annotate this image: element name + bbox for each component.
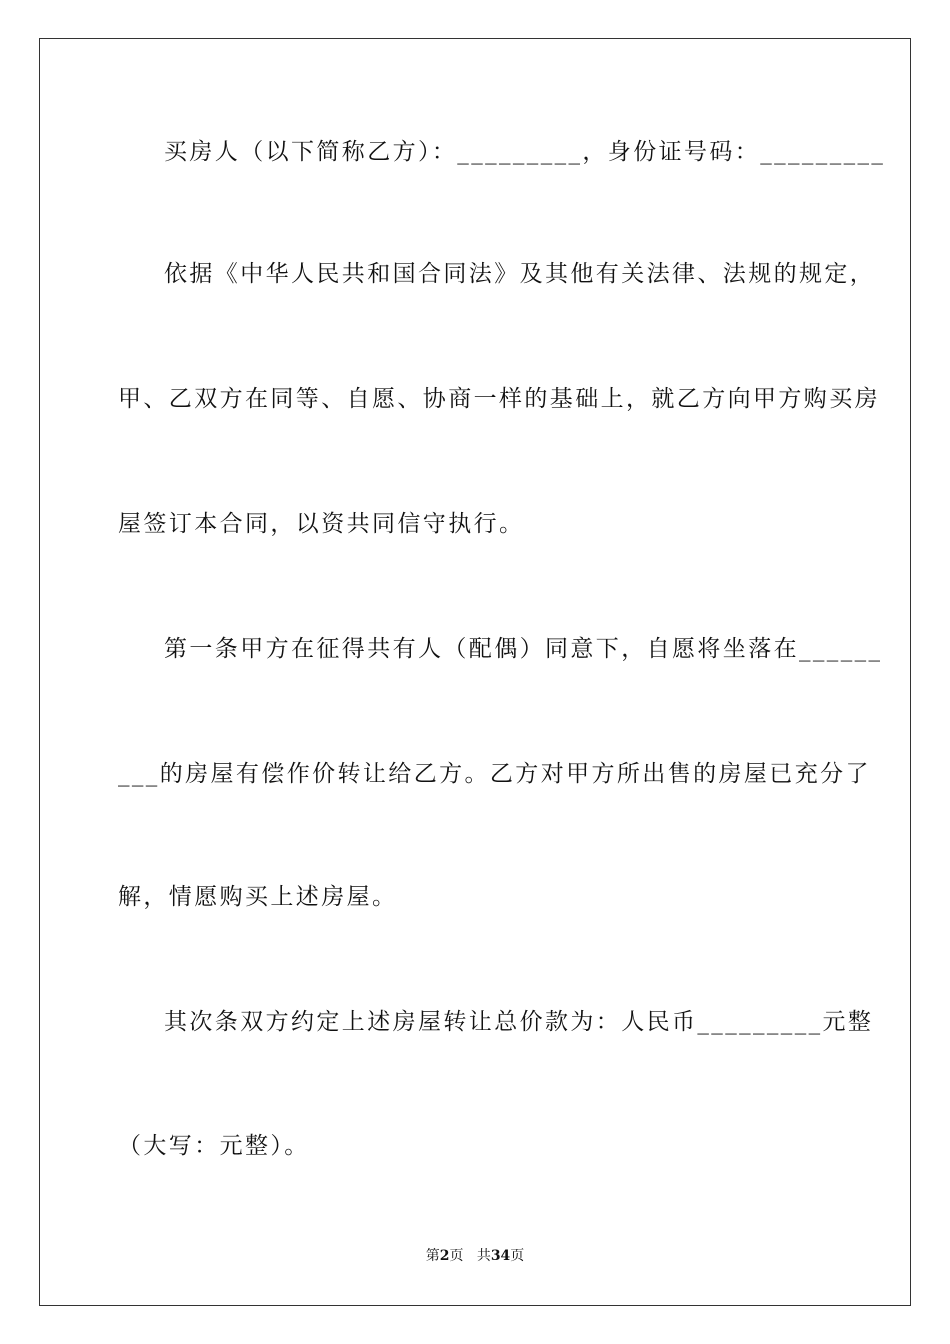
article-one-line-3: 解，情愿购买上述房屋。 <box>118 884 398 910</box>
page-frame <box>39 38 911 1306</box>
paragraph-buyer-line: 买房人（以下简称乙方）：_________，身份证号码：_________ <box>164 139 886 165</box>
article-one-line-1: 第一条甲方在征得共有人（配偶）同意下，自愿将坐落在______ <box>164 636 883 662</box>
paragraph-basis-line-3: 屋签订本合同，以资共同信守执行。 <box>118 511 525 537</box>
article-two-line-2: （大写：元整）。 <box>118 1133 310 1159</box>
footer-page-prefix: 第 <box>425 1248 440 1264</box>
footer-page-suffix: 页 <box>449 1248 464 1264</box>
footer-page-number: 2 <box>439 1248 450 1264</box>
paragraph-basis-line-2: 甲、乙双方在同等、自愿、协商一样的基础上，就乙方向甲方购买房 <box>118 386 880 412</box>
footer-total-prefix: 共 <box>476 1248 491 1264</box>
footer-total-pages: 34 <box>490 1248 511 1264</box>
article-two-line-1: 其次条双方约定上述房屋转让总价款为：人民币_________元整 <box>164 1009 874 1035</box>
page-footer <box>0 1246 950 1266</box>
article-one-line-2: ___的房屋有偿作价转让给乙方。乙方对甲方所出售的房屋已充分了 <box>118 761 871 787</box>
paragraph-basis-line-1: 依据《中华人民共和国合同法》及其他有关法律、法规的规定， <box>164 261 876 287</box>
footer-total-suffix: 页 <box>510 1248 525 1264</box>
